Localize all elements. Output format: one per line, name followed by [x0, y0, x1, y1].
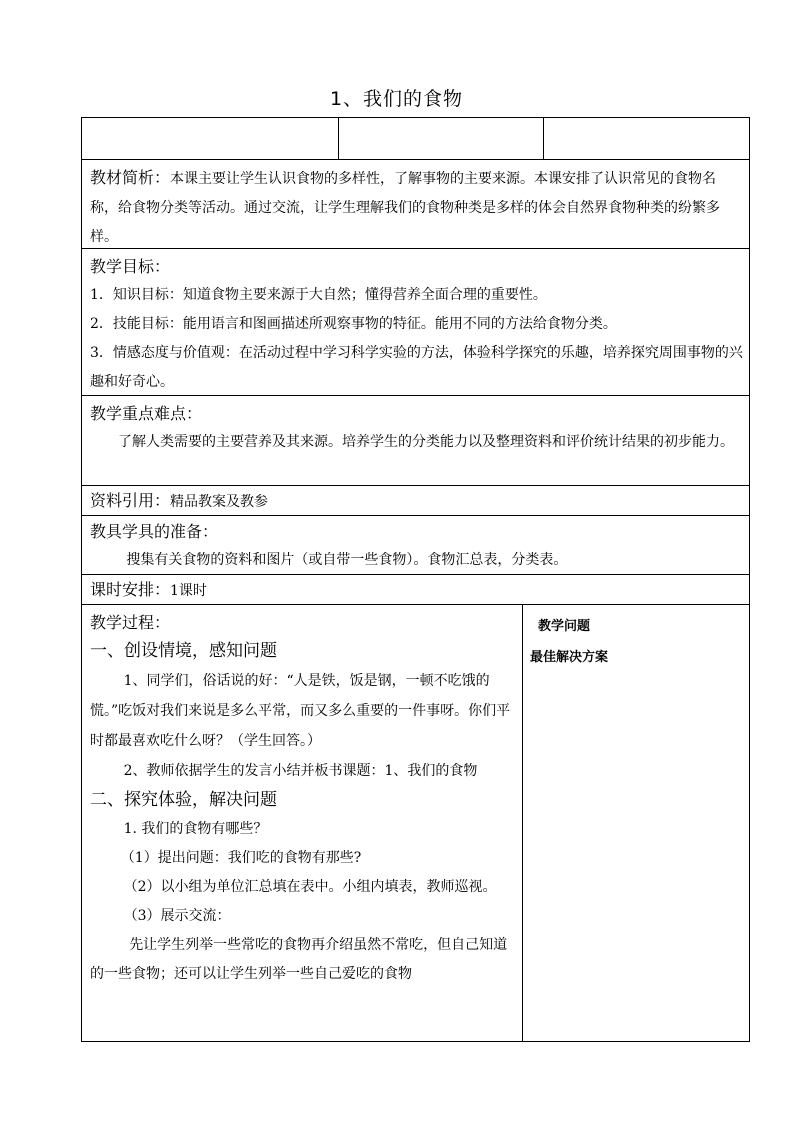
- paragraph: 先让学生列举一些常吃的食物再介绍虽然不常吃，但自己知道的一些食物；还可以让学生列举一些自己爱吃的食物: [90, 937, 508, 982]
- goal-item: 2．技能目标：能用语言和图画描述所观察事物的特征。能用不同的方法给食物分类。: [90, 316, 617, 332]
- section-label: 教学目标：: [90, 257, 171, 276]
- paragraph: （3）展示交流：: [123, 908, 231, 924]
- document-title: 1、我们的食物: [329, 88, 464, 110]
- header-divider: [338, 118, 339, 159]
- section-textbook-analysis: [82, 160, 749, 249]
- process-column-divider: [522, 605, 523, 1041]
- side-heading: 教学问题: [538, 619, 591, 634]
- process-main-column: [90, 608, 514, 989]
- side-heading: 最佳解决方案: [530, 650, 609, 665]
- section-label: 教学过程：: [90, 613, 171, 632]
- section-references: [82, 486, 749, 516]
- lesson-plan-table: [81, 117, 750, 1042]
- goal-item: 1．知识目标：知道食物主要来源于大自然；懂得营养全面合理的重要性。: [90, 287, 547, 303]
- paragraph: 1、同学们，俗话说的好：“人是铁，饭是钢，一顿不吃饿的慌。”吃饭对我们来说是多么平常，而又多么重要的一件事呀。你们平时都最喜欢吃什么呀？（学生回答。）: [90, 673, 511, 749]
- part-title: 二、探究体验，解决问题: [90, 790, 277, 810]
- header-row: [82, 118, 749, 160]
- section-text: 本课主要让学生认识食物的多样性，了解事物的主要来源。本课安排了认识常见的食物名称，给食物分类等活动。通过交流，让学生理解我们的食物种类是多样的体会自然界食物种类的纷繁多样。: [90, 171, 720, 245]
- section-teaching-goals: [82, 249, 749, 396]
- paragraph: 1. 我们的食物有哪些？: [123, 821, 268, 837]
- section-text: 搜集有关食物的资料和图片（或自带一些食物）。食物汇总表，分类表。: [126, 552, 568, 568]
- paragraph: （1）提出问题：我们吃的食物有那些?: [120, 850, 362, 866]
- section-materials: [82, 516, 749, 575]
- process-side-column: [530, 615, 608, 665]
- section-text: 1课时: [170, 583, 207, 599]
- section-text: 了解人类需要的主要营养及其来源。培养学生的分类能力以及整理资料和评价统计结果的初步能力。: [118, 434, 734, 450]
- section-label: 课时安排：: [90, 580, 171, 599]
- paragraph: 2、教师依据学生的发言小结并板书课题：1、我们的食物: [123, 763, 478, 779]
- part-title: 一、创设情境，感知问题: [90, 641, 277, 661]
- goal-item: 3．情感态度与价值观：在活动过程中学习科学实验的方法，体验科学探究的乐趣，培养探究周围事物的兴趣和好奇心。: [90, 345, 743, 390]
- section-label: 教材简析：: [90, 168, 171, 187]
- section-label: 资料引用：: [90, 491, 171, 510]
- section-text: 精品教案及教参: [170, 494, 269, 510]
- section-teaching-process: [82, 605, 749, 1041]
- section-key-points: [82, 396, 749, 486]
- paragraph: （2）以小组为单位汇总填在表中。小组内填表，教师巡视。: [123, 879, 497, 895]
- section-schedule: [82, 575, 749, 605]
- header-divider: [543, 118, 544, 159]
- section-label: 教学重点难点：: [90, 404, 203, 423]
- section-label: 教具学具的准备：: [90, 522, 219, 541]
